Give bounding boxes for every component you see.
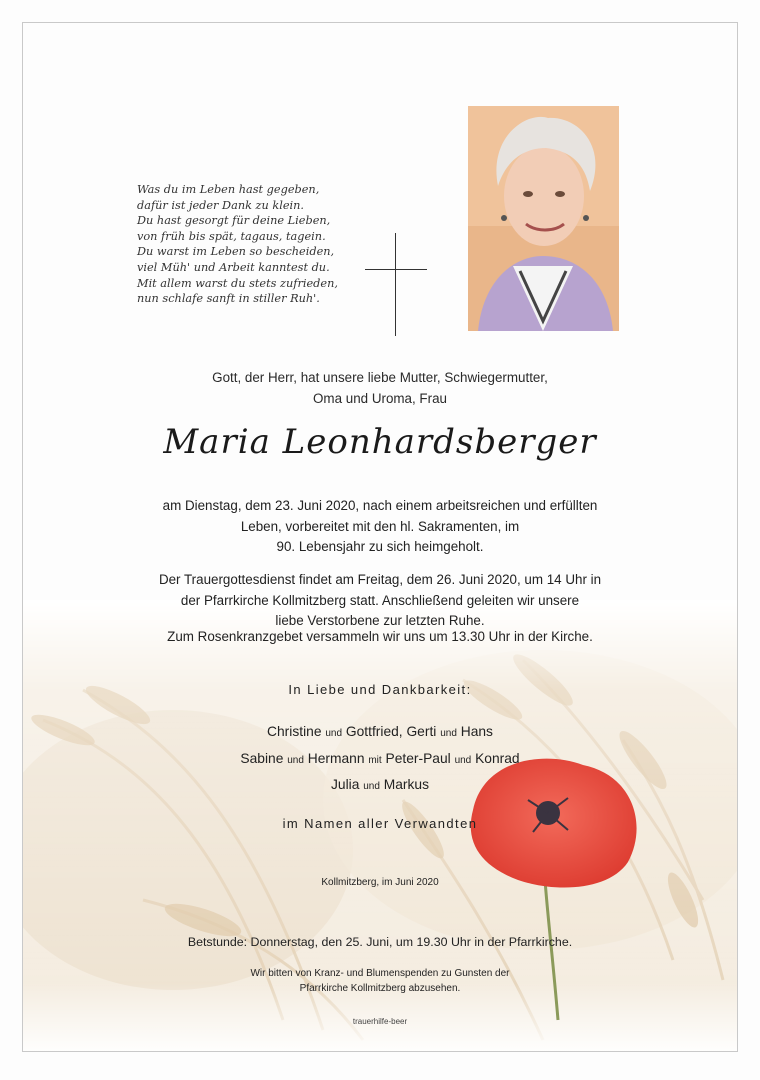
note-line: Pfarrkirche Kollmitzberg abzusehen. [299,983,461,994]
donation-note [40,966,720,996]
connector-word: und [454,754,472,766]
poem-line: von früh bis spät, tagaus, tagein. [137,229,326,243]
connector-word: mit [368,754,382,766]
place-date: Kollmitzberg, im Juni 2020 [321,877,439,888]
publisher-credit: trauerhilfe-beer [352,1017,408,1026]
poem-line: Du warst im Leben so bescheiden, [137,245,335,259]
mourner-name: Christine [267,724,322,739]
connector-word: und [325,728,343,739]
poem-line: Du hast gesorgt für deine Lieben, [137,214,331,228]
family-row [40,720,720,747]
paragraph-line: liebe Verstorbene zur letzten Ruhe. [275,613,485,628]
funeral-paragraph [40,570,720,632]
intro-line: Gott, der Herr, hat unsere liebe Mutter, Schwiegermutter, [212,370,548,385]
relatives-line: im Namen aller Verwandten [282,816,478,831]
memorial-poem [137,182,367,307]
mourner-name: Konrad [475,750,520,766]
mourner-families [40,720,720,800]
mourner-name: Peter-Paul [385,750,451,766]
paragraph-line: Leben, vorbereitet mit den hl. Sakramenten, im [240,518,520,534]
connector-word: und [287,754,304,766]
intro-line: Oma und Uroma, Frau [313,391,447,406]
mourners-heading: In Liebe und Dankbarkeit: [288,682,472,697]
note-line: Wir bitten von Kranz- und Blumenspenden zu Gunsten der [250,968,510,979]
poem-line: Was du im Leben hast gegeben, [137,183,320,196]
intro-text [40,367,720,409]
mourner-name: Gottfried, Gerti [345,724,437,739]
connector-word: und [440,728,457,739]
prayer-hour: Betstunde: Donnerstag, den 25. Juni, um 19.30 Uhr in der Pfarrkirche. [187,935,573,949]
cross-icon [365,233,427,336]
paragraph-line: am Dienstag, dem 23. Juni 2020, nach einem arbeitsreichen und erfüllten [162,498,598,513]
paragraph-line: der Pfarrkirche Kollmitzberg statt. Anschließend geleiten wir unsere [180,592,580,608]
mourner-name: Hermann [307,750,365,766]
death-paragraph [40,496,720,558]
mourner-name: Julia [331,777,360,792]
mourner-name: Sabine [240,750,284,766]
connector-word: und [363,781,380,792]
poem-line: viel Müh' und Arbeit kanntest du. [137,260,330,274]
family-row [40,773,720,800]
poem-line: Mit allem warst du stets zufrieden, [137,276,338,290]
family-row [40,747,720,774]
deceased-name: Maria Leonhardsberger [163,422,597,462]
mourner-name: Markus [383,777,429,792]
portrait-photo [468,106,619,331]
poem-line: nun schlafe sanft in stiller Ruh'. [137,292,320,306]
paragraph-line: Der Trauergottesdienst findet am Freitag, dem 26. Juni 2020, um 14 Uhr in [158,572,602,587]
poem-line: dafür ist jeder Dank zu klein. [137,198,304,212]
paragraph-line: 90. Lebensjahr zu sich heimgeholt. [276,539,484,554]
mourner-name: Hans [460,724,493,739]
rosary-line: Zum Rosenkranzgebet versammeln wir uns um 13.30 Uhr in der Kirche. [167,629,593,644]
